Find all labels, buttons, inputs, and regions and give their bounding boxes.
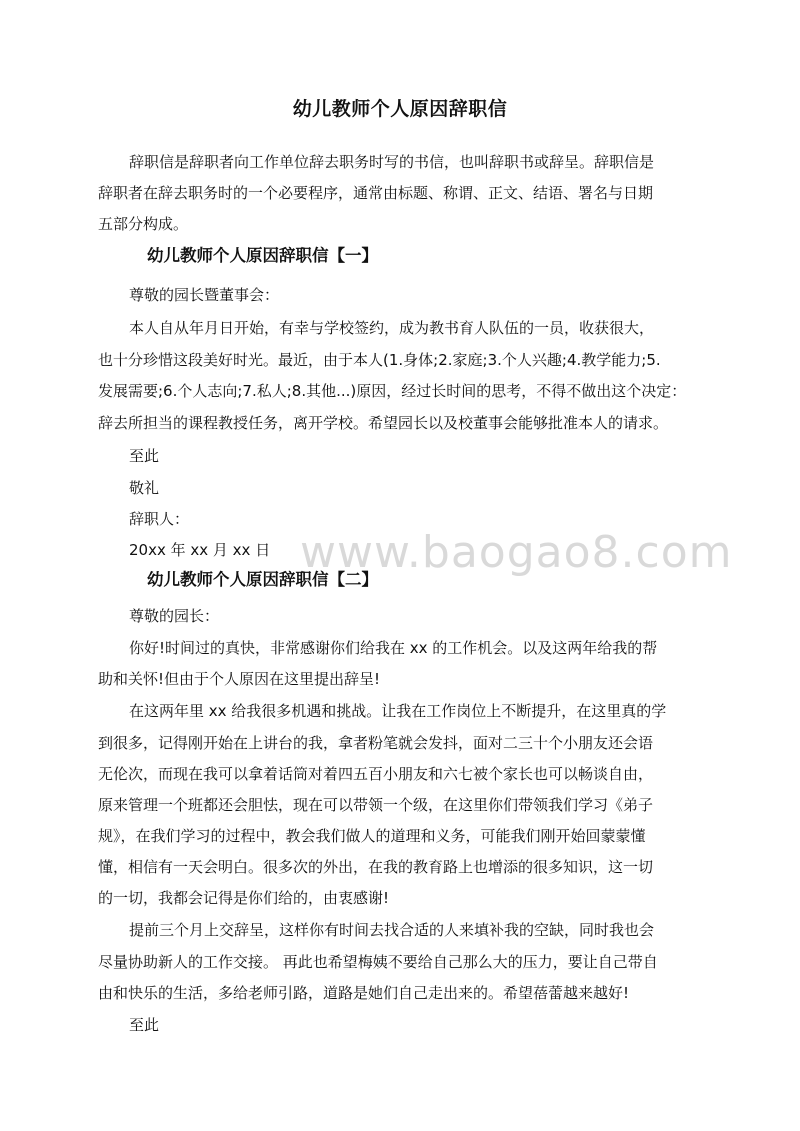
section-1-signature: 辞职人： bbox=[129, 510, 190, 528]
section-1-body-line-4: 辞去所担当的课程教授任务，离开学校。希望园长以及校董事会能够批准本人的请求。 bbox=[98, 414, 669, 432]
section-1-body-line-2: 也十分珍惜这段美好时光。最近，由于本人(1.身体;2.家庭;3.个人兴趣;4.教学能力;5. bbox=[98, 351, 661, 369]
section-2-para2-line-6: 懂，相信有一天会明白。很多次的外出，在我的教育路上也增添的很多知识，这一切 bbox=[98, 858, 654, 876]
section-2-para2-line-7: 的一切，我都会记得是你们给的，由衷感谢! bbox=[98, 889, 390, 907]
section-2-heading: 幼儿教师个人原因辞职信【二】 bbox=[147, 570, 378, 589]
section-1-date: 20xx 年 xx 月 xx 日 bbox=[129, 541, 271, 559]
intro-line-2: 辞职者在辞去职务时的一个必要程序，通常由标题、称谓、正文、结语、署名与日期 bbox=[98, 184, 654, 202]
intro-line-3: 五部分构成。 bbox=[98, 215, 189, 233]
section-1-body-line-3: 发展需要;6.个人志向;7.私人;8.其他...)原因，经过长时间的思考，不得不做出这个决定： bbox=[98, 382, 687, 400]
intro-line-1: 辞职信是辞职者向工作单位辞去职务时写的书信，也叫辞职书或辞呈。辞职信是 bbox=[129, 153, 655, 171]
section-1-closing-1: 至此 bbox=[129, 447, 160, 465]
section-2-para3-line-2: 尽量协助新人的工作交接。 再此也希望梅姨不要给自己那么大的压力，要让自己带自 bbox=[98, 953, 658, 971]
section-2-para3-line-3: 由和快乐的生活，多给老师引路，道路是她们自己走出来的。希望蓓蕾越来越好! bbox=[98, 984, 630, 1002]
section-2-salutation: 尊敬的园长： bbox=[129, 607, 220, 625]
section-2-para2-line-5: 规》，在我们学习的过程中，教会我们做人的道理和义务，可能我们刚开始回蒙蒙懂 bbox=[98, 827, 646, 845]
document-title: 幼儿教师个人原因辞职信 bbox=[292, 98, 508, 120]
section-1-salutation: 尊敬的园长暨董事会： bbox=[129, 286, 280, 304]
section-2-para2-line-3: 无伦次，而现在我可以拿着话筒对着四五百小朋友和六七被个家长也可以畅谈自由， bbox=[98, 765, 654, 783]
section-2-para2-line-2: 到很多，记得刚开始在上讲台的我，拿者粉笔就会发抖，面对二三十个小朋友还会语 bbox=[98, 734, 654, 752]
section-2-para3-line-1: 提前三个月上交辞呈，这样你有时间去找合适的人来填补我的空缺，同时我也会 bbox=[129, 921, 655, 939]
section-2-para2-line-4: 原来管理一个班都还会胆怯，现在可以带领一个级，在这里你们带领我们学习《弟子 bbox=[98, 796, 654, 814]
section-2-para2-line-1: 在这两年里 xx 给我很多机遇和挑战。让我在工作岗位上不断提升，在这里真的学 bbox=[129, 702, 667, 720]
section-1-body-line-1: 本人自从年月日开始，有幸与学校签约，成为教书育人队伍的一员，收获很大， bbox=[129, 319, 655, 337]
section-2-para1-line-1: 你好!时间过的真快，非常感谢你们给我在 xx 的工作机会。以及这两年给我的帮 bbox=[129, 639, 658, 657]
section-1-closing-2: 敬礼 bbox=[129, 479, 160, 497]
section-2-closing-1: 至此 bbox=[129, 1016, 160, 1034]
section-2-para1-line-2: 助和关怀!但由于个人原因在这里提出辞呈! bbox=[98, 670, 381, 688]
watermark: www.baogao8.com bbox=[300, 527, 733, 578]
section-1-heading: 幼儿教师个人原因辞职信【一】 bbox=[147, 246, 378, 265]
